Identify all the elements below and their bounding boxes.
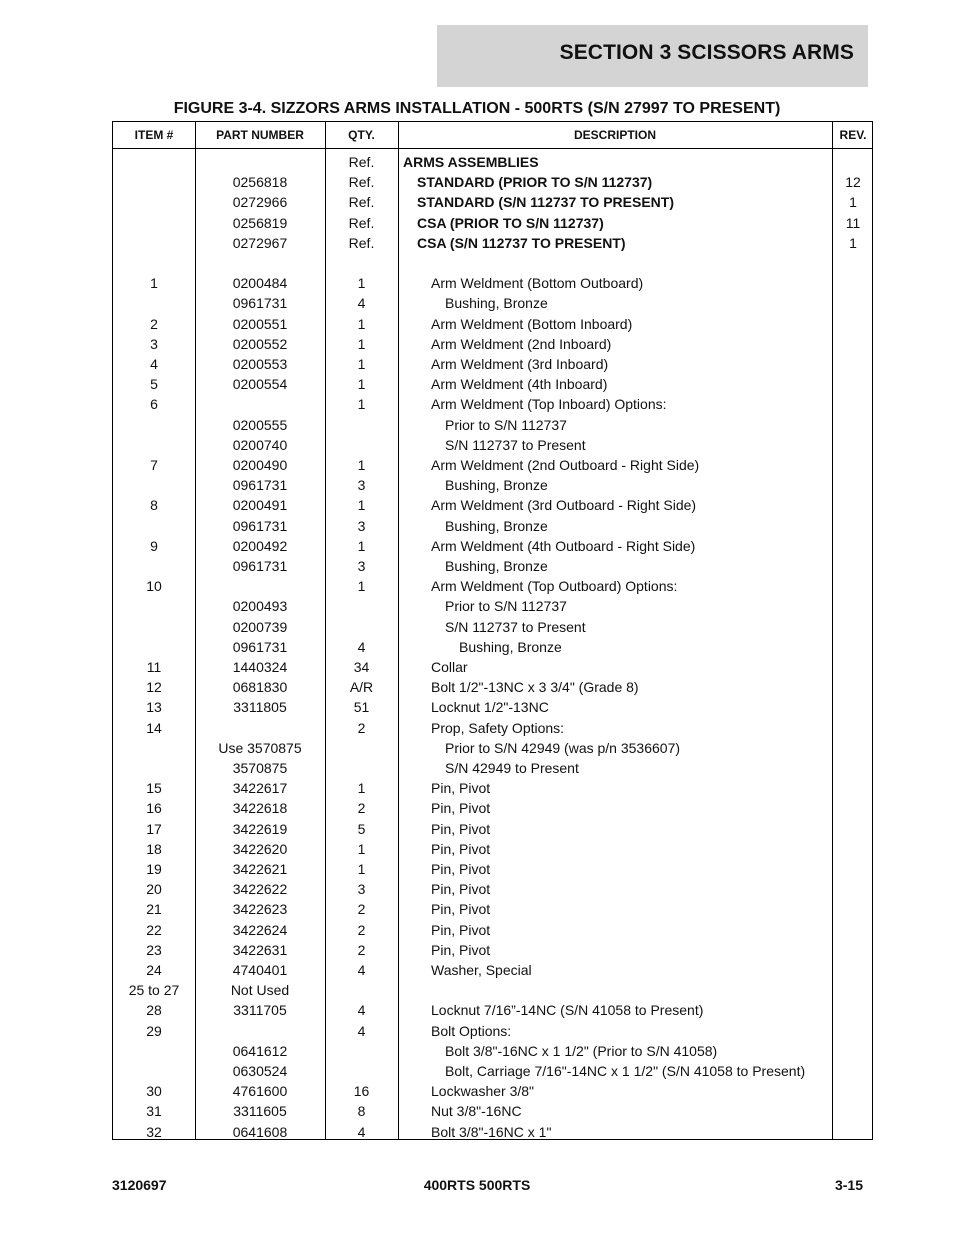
part-number-cell: 3311705	[233, 1002, 287, 1019]
description-cell: Prior to S/N 112737	[445, 598, 567, 615]
description-cell: Bushing, Bronze	[445, 517, 548, 534]
part-number-cell: 3422619	[232, 820, 288, 837]
table-row	[113, 1021, 872, 1041]
part-number-cell: 0272967	[232, 234, 288, 251]
item-cell: 22	[146, 921, 162, 938]
part-number-cell: 0200553	[232, 356, 288, 372]
description-cell: Pin, Pivot	[431, 780, 491, 797]
table-row	[113, 899, 872, 919]
rev-cell: 12	[845, 174, 861, 191]
table-row	[113, 293, 872, 313]
part-number-cell: 0641608	[232, 1123, 288, 1140]
table-row	[113, 859, 872, 879]
table-row	[113, 334, 872, 354]
item-cell: 12	[146, 679, 162, 696]
table-row	[113, 617, 872, 637]
description-cell: Washer, Special	[431, 962, 532, 978]
qty-cell: 4	[357, 1123, 366, 1140]
qty-cell: 34	[353, 659, 370, 675]
part-number-cell: 3422621	[232, 861, 288, 877]
table-row	[113, 596, 872, 616]
description-cell: Locknut 7/16”-14NC (S/N 41058 to Present)	[431, 1002, 704, 1019]
description-cell: CSA (S/N 112737 TO PRESENT)	[417, 234, 626, 251]
description-cell: Bolt Options:	[431, 1022, 512, 1039]
qty-cell: 1	[357, 335, 366, 352]
part-number-cell: Use 3570875	[218, 739, 302, 756]
qty-cell: 1	[357, 861, 366, 877]
table-row	[113, 374, 872, 394]
qty-cell: Ref.	[348, 194, 375, 211]
qty-cell: 8	[357, 1103, 366, 1120]
qty-cell: 2	[357, 941, 366, 958]
table-row	[113, 495, 872, 515]
qty-cell: 1	[357, 396, 366, 413]
table-row	[113, 677, 872, 697]
item-cell: 24	[146, 962, 162, 978]
item-cell: 9	[150, 537, 158, 554]
table-row	[113, 920, 872, 940]
section-title: SECTION 3 SCISSORS ARMS	[559, 41, 854, 64]
table-row	[113, 778, 872, 798]
table-row	[113, 475, 872, 495]
part-number-cell: 0961731	[232, 638, 288, 655]
table-row	[113, 758, 872, 778]
description-cell: Prop, Safety Options:	[431, 719, 565, 736]
table-row	[113, 980, 872, 1000]
part-number-cell: 0641612	[232, 1042, 288, 1059]
table-row	[113, 354, 872, 374]
qty-cell: Ref.	[348, 214, 375, 231]
description-cell: Bushing, Bronze	[445, 558, 548, 574]
qty-cell: 3	[357, 881, 366, 898]
qty-cell: 1	[357, 840, 366, 857]
description-cell: S/N 42949 to Present	[445, 760, 579, 776]
table-row	[113, 415, 872, 435]
description-cell: Locknut 1/2"-13NC	[431, 699, 549, 716]
qty-cell: 5	[357, 820, 366, 837]
rev-cell: 1	[849, 234, 857, 251]
table-row	[113, 1061, 872, 1081]
footer-page-number: 3-15	[834, 1177, 863, 1193]
header-rev: REV.	[839, 128, 867, 142]
description-cell: Pin, Pivot	[431, 820, 491, 837]
qty-cell: 1	[357, 780, 366, 797]
part-number-cell: 3422618	[232, 800, 288, 817]
qty-cell: 1	[357, 376, 366, 393]
part-number-cell: 0961731	[232, 295, 288, 312]
table-row	[113, 697, 872, 717]
part-number-cell: 0200555	[232, 416, 288, 433]
qty-cell: 2	[357, 719, 366, 736]
table-row	[113, 940, 872, 960]
description-cell: Bolt 3/8"-16NC x 1 1/2" (Prior to S/N 41058)	[445, 1042, 718, 1059]
item-cell: 30	[146, 1083, 162, 1100]
part-number-cell: 0961731	[232, 558, 288, 574]
table-row	[113, 839, 872, 859]
description-cell: Pin, Pivot	[431, 800, 491, 817]
description-cell: Arm Weldment (Top Outboard) Options:	[431, 578, 678, 595]
description-cell: Arm Weldment (4th Outboard - Right Side)	[431, 537, 696, 554]
rev-cell: 11	[845, 214, 861, 231]
part-number-cell: 0630524	[232, 1063, 288, 1079]
description-cell: Pin, Pivot	[431, 901, 491, 918]
table-row	[113, 213, 872, 233]
header-divider	[113, 148, 872, 149]
part-number-cell: 0200739	[232, 618, 288, 635]
item-cell: 4	[150, 356, 158, 372]
description-cell: Pin, Pivot	[431, 921, 491, 938]
part-number-cell: 0200740	[232, 436, 288, 453]
description-cell: Bolt, Carriage 7/16"-14NC x 1 1/2" (S/N 41058 to Present)	[445, 1063, 806, 1079]
table-row	[113, 798, 872, 818]
item-cell: 32	[146, 1123, 162, 1140]
table-row	[113, 1081, 872, 1101]
table-row	[113, 253, 872, 273]
description-cell: Pin, Pivot	[431, 840, 491, 857]
table-row	[113, 1000, 872, 1020]
item-cell: 10	[146, 578, 162, 595]
item-cell: 3	[150, 335, 158, 352]
item-cell: 11	[146, 659, 162, 675]
parts-table	[112, 121, 873, 1140]
part-number-cell: 0200491	[232, 497, 288, 514]
qty-cell: 51	[353, 699, 370, 716]
footer-doc-number: 3120697	[112, 1177, 167, 1193]
figure-title: FIGURE 3-4. SIZZORS ARMS INSTALLATION - 500RTS (S/N 27997 TO PRESENT)	[173, 100, 781, 117]
table-row	[113, 516, 872, 536]
qty-cell: 2	[357, 800, 366, 817]
qty-cell: 4	[357, 1022, 366, 1039]
header-description: DESCRIPTION	[573, 128, 656, 142]
description-cell: Arm Weldment (4th Inboard)	[431, 376, 608, 393]
part-number-cell: 0681830	[232, 679, 288, 696]
header-qty: QTY.	[348, 128, 375, 142]
description-cell: ARMS ASSEMBLIES	[403, 154, 539, 170]
part-number-cell: 3422617	[232, 780, 288, 797]
table-row	[113, 1122, 872, 1142]
part-number-cell: 3422624	[232, 921, 288, 938]
qty-cell: 4	[357, 962, 366, 978]
qty-cell: 4	[357, 638, 366, 655]
description-cell: Prior to S/N 112737	[445, 416, 567, 433]
description-cell: CSA (PRIOR TO S/N 112737)	[417, 214, 604, 231]
item-cell: 25 to 27	[128, 982, 180, 999]
qty-cell: 3	[357, 477, 366, 494]
table-row	[113, 556, 872, 576]
qty-cell: A/R	[349, 679, 374, 696]
header-item: ITEM #	[134, 128, 174, 142]
part-number-cell: 0200552	[232, 335, 288, 352]
table-row	[113, 738, 872, 758]
part-number-cell: 0200493	[232, 598, 288, 615]
item-cell: 7	[150, 457, 158, 473]
description-cell: Arm Weldment (3rd Outboard - Right Side)	[431, 497, 697, 514]
description-cell: Lockwasher 3/8"	[431, 1083, 535, 1100]
item-cell: 31	[146, 1103, 162, 1120]
part-number-cell: 4761600	[232, 1083, 288, 1100]
description-cell: Bushing, Bronze	[459, 638, 562, 655]
table-row	[113, 192, 872, 212]
description-cell: Bolt 1/2"-13NC x 3 3/4" (Grade 8)	[431, 679, 639, 696]
qty-cell: 4	[357, 1002, 366, 1019]
part-number-cell: 3422631	[232, 941, 288, 958]
rev-cell: 1	[849, 194, 857, 211]
table-row	[113, 1101, 872, 1121]
qty-cell: 1	[357, 497, 366, 514]
item-cell: 5	[150, 376, 158, 393]
description-cell: Collar	[431, 659, 468, 675]
qty-cell: 1	[357, 457, 366, 473]
part-number-cell: 3311605	[233, 1103, 287, 1120]
item-cell: 28	[146, 1002, 162, 1019]
item-cell: 23	[146, 941, 162, 958]
part-number-cell: 0256818	[232, 174, 288, 191]
table-row	[113, 233, 872, 253]
table-row	[113, 152, 872, 172]
description-cell: Pin, Pivot	[431, 941, 491, 958]
description-cell: Arm Weldment (Top Inboard) Options:	[431, 396, 667, 413]
part-number-cell: 0200492	[232, 537, 288, 554]
table-row	[113, 536, 872, 556]
item-cell: 19	[146, 861, 162, 877]
part-number-cell: 3570875	[232, 760, 288, 776]
header-part-number: PART NUMBER	[216, 128, 304, 142]
item-cell: 15	[146, 780, 162, 797]
item-cell: 1	[150, 275, 158, 292]
qty-cell: 2	[357, 921, 366, 938]
table-row	[113, 879, 872, 899]
part-number-cell: 3422623	[232, 901, 288, 918]
qty-cell: Ref.	[348, 234, 375, 251]
description-cell: Arm Weldment (2nd Outboard - Right Side)	[431, 457, 700, 473]
item-cell: 13	[146, 699, 162, 716]
table-row	[113, 576, 872, 596]
qty-cell: 4	[357, 295, 366, 312]
description-cell: S/N 112737 to Present	[445, 618, 586, 635]
table-row	[113, 455, 872, 475]
part-number-cell: 0961731	[232, 517, 288, 534]
description-cell: Arm Weldment (2nd Inboard)	[431, 335, 612, 352]
part-number-cell: 1440324	[232, 659, 288, 675]
table-row	[113, 1041, 872, 1061]
part-number-cell: 0200490	[232, 457, 288, 473]
table-row	[113, 273, 872, 293]
part-number-cell: 3311805	[233, 699, 287, 716]
description-cell: Nut 3/8"-16NC	[431, 1103, 522, 1120]
description-cell: Bushing, Bronze	[445, 477, 548, 494]
description-cell: Bolt 3/8"-16NC x 1"	[431, 1123, 552, 1140]
item-cell: 17	[146, 820, 162, 837]
description-cell: Bushing, Bronze	[445, 295, 548, 312]
part-number-cell: 0256819	[232, 214, 288, 231]
qty-cell: Ref.	[348, 154, 375, 170]
part-number-cell: 0200551	[232, 315, 288, 332]
description-cell: STANDARD (PRIOR TO S/N 112737)	[417, 174, 653, 191]
table-row	[113, 637, 872, 657]
table-row	[113, 657, 872, 677]
item-cell: 8	[150, 497, 158, 514]
part-number-cell: 0961731	[232, 477, 288, 494]
description-cell: S/N 112737 to Present	[445, 436, 586, 453]
item-cell: 20	[146, 881, 162, 898]
part-number-cell: 0200484	[232, 275, 288, 292]
description-cell: Arm Weldment (Bottom Outboard)	[431, 275, 644, 292]
qty-cell: 16	[353, 1083, 370, 1100]
description-cell: Arm Weldment (3rd Inboard)	[431, 356, 609, 372]
item-cell: 16	[146, 800, 162, 817]
item-cell: 29	[146, 1022, 162, 1039]
table-row	[113, 314, 872, 334]
description-cell: Pin, Pivot	[431, 861, 491, 877]
qty-cell: 2	[357, 901, 366, 918]
qty-cell: 3	[357, 517, 366, 534]
description-cell: Prior to S/N 42949 (was p/n 3536607)	[445, 739, 681, 756]
item-cell: 2	[150, 315, 158, 332]
part-number-cell: 3422620	[232, 840, 288, 857]
footer-model: 400RTS 500RTS	[423, 1177, 531, 1193]
part-number-cell: Not Used	[230, 982, 290, 999]
item-cell: 21	[146, 901, 162, 918]
table-row	[113, 435, 872, 455]
part-number-cell: 3422622	[232, 881, 288, 898]
table-row	[113, 718, 872, 738]
item-cell: 6	[150, 396, 158, 413]
part-number-cell: 0200554	[232, 376, 288, 393]
qty-cell: 1	[357, 275, 366, 292]
qty-cell: 1	[357, 356, 366, 372]
description-cell: STANDARD (S/N 112737 TO PRESENT)	[417, 194, 674, 211]
qty-cell: Ref.	[348, 174, 375, 191]
table-row	[113, 394, 872, 414]
description-cell: Pin, Pivot	[431, 881, 491, 898]
part-number-cell: 0272966	[232, 194, 288, 211]
qty-cell: 1	[357, 537, 366, 554]
table-row	[113, 172, 872, 192]
qty-cell: 1	[357, 315, 366, 332]
item-cell: 14	[146, 719, 162, 736]
qty-cell: 1	[357, 578, 366, 595]
section-header	[437, 25, 868, 87]
qty-cell: 3	[357, 558, 366, 574]
table-row	[113, 960, 872, 980]
table-row	[113, 819, 872, 839]
part-number-cell: 4740401	[232, 962, 288, 978]
item-cell: 18	[146, 840, 162, 857]
description-cell: Arm Weldment (Bottom Inboard)	[431, 315, 633, 332]
